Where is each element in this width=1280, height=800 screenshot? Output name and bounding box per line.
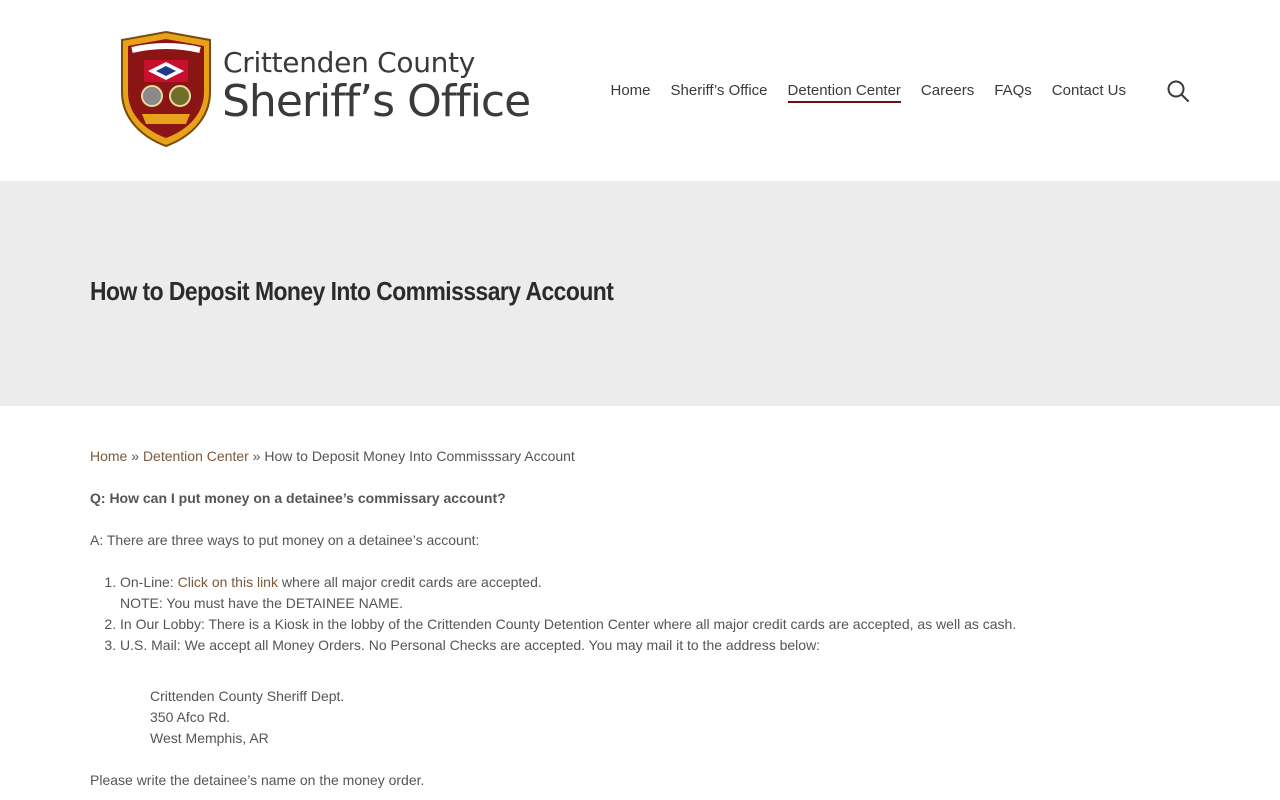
- site-logo[interactable]: [118, 30, 531, 148]
- online-note: NOTE: You must have the DETAINEE NAME.: [120, 595, 403, 611]
- address-line-3: West Memphis, AR: [150, 730, 269, 746]
- breadcrumb-separator: »: [127, 448, 143, 464]
- nav-home[interactable]: Home: [610, 82, 651, 99]
- breadcrumb: [90, 446, 1190, 467]
- page-hero: [0, 181, 1280, 406]
- breadcrumb-detention-center[interactable]: Detention Center: [142, 448, 249, 464]
- search-icon[interactable]: [1166, 79, 1190, 103]
- breadcrumb-home[interactable]: Home: [90, 448, 128, 464]
- closing-note: Please write the detainee’s name on the money order.: [90, 772, 425, 788]
- mailing-address: [90, 686, 1190, 749]
- breadcrumb-separator: »: [248, 448, 265, 464]
- nav-sheriffs-office[interactable]: Sheriff’s Office: [670, 82, 768, 99]
- list-item: 2. In Our Lobby: There is a Kiosk in the lobby of the Crittenden County Detention Center where all major credit cards are accepted, as well as cash.: [120, 614, 1190, 635]
- address-line-1: Crittenden County Sheriff Dept.: [150, 688, 345, 704]
- nav-faqs[interactable]: FAQs: [994, 82, 1032, 99]
- faq-question: Q: How can I put money on a detainee’s commissary account?: [90, 490, 506, 506]
- breadcrumb-current: How to Deposit Money Into Commisssary Account: [264, 448, 575, 464]
- online-deposit-link[interactable]: Click on this link: [177, 574, 278, 590]
- address-line-2: 350 Afco Rd.: [150, 709, 231, 725]
- main-nav: [591, 80, 1127, 102]
- online-prefix: On-Line:: [120, 574, 178, 590]
- list-item: [120, 572, 1190, 614]
- logo-line-2: Sheriff’s Office: [222, 76, 531, 127]
- online-suffix: where all major credit cards are accepted.: [277, 574, 542, 590]
- sheriff-badge-icon: [118, 30, 214, 148]
- nav-detention-center[interactable]: Detention Center: [788, 80, 901, 102]
- list-item: 3. U.S. Mail: We accept all Money Orders. No Personal Checks are accepted. You may mail it to the address below:: [120, 635, 1190, 656]
- logo-line-1: Crittenden County: [223, 46, 476, 79]
- page-title: How to Deposit Money Into Commisssary Account: [90, 276, 614, 306]
- nav-careers[interactable]: Careers: [920, 82, 975, 99]
- faq-answer-intro: A: There are three ways to put money on a detainee’s account:: [90, 532, 480, 548]
- nav-contact-us[interactable]: Contact Us: [1051, 82, 1126, 99]
- site-header: [0, 0, 1280, 181]
- main-content: [90, 446, 1190, 791]
- deposit-methods-list: [90, 572, 1190, 656]
